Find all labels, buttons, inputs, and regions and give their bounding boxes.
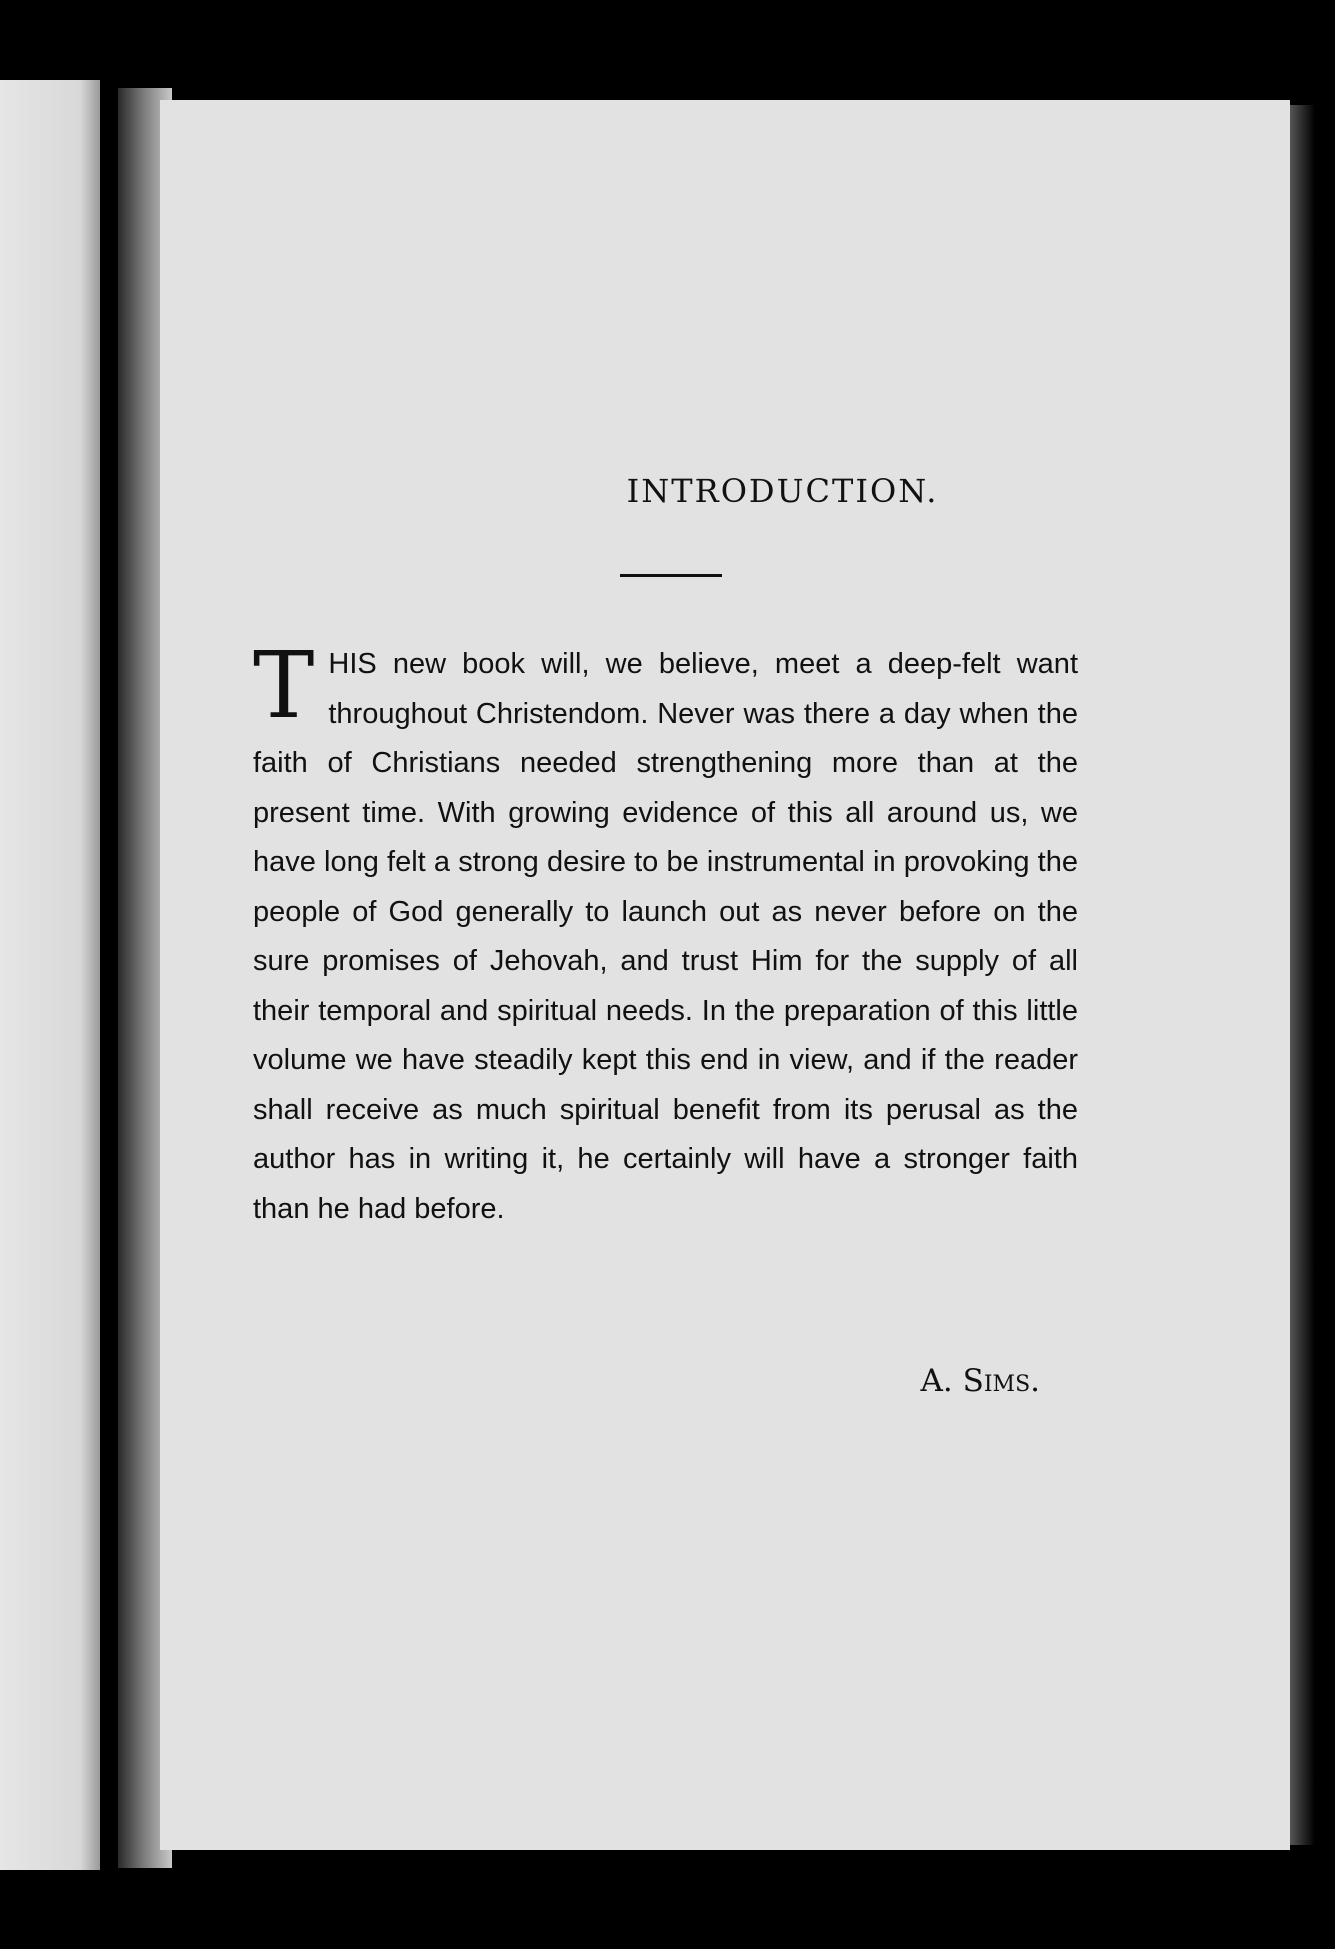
introduction-paragraph bbox=[253, 632, 1078, 1234]
page-right-edge bbox=[1290, 105, 1315, 1845]
paragraph-text: HIS new book will, we believe, meet a deep-felt want throughout Christendom. Never was there a day when the faith of Christians needed strengthening more than at the present time. With growing evidence of this all around us, we have long felt a strong desire to be instrumental in provoking the people of God generally to launch out as never before on the sure promises of Jehovah, and trust Him for the supply of all their temporal and spiritual needs. In the preparation of this little volume we have steadily kept this end in view, and if the reader shall receive as much spiritual benefit from its perusal as the author has in writing it, he certainly will have a stronger faith than he had before. bbox=[253, 648, 1078, 1225]
title-rule bbox=[620, 574, 722, 577]
facing-page-edge bbox=[0, 80, 100, 1870]
page-title: INTRODUCTION. bbox=[626, 472, 939, 510]
author-signature: A. Sims. bbox=[920, 1363, 1040, 1399]
drop-cap: T bbox=[253, 632, 315, 739]
